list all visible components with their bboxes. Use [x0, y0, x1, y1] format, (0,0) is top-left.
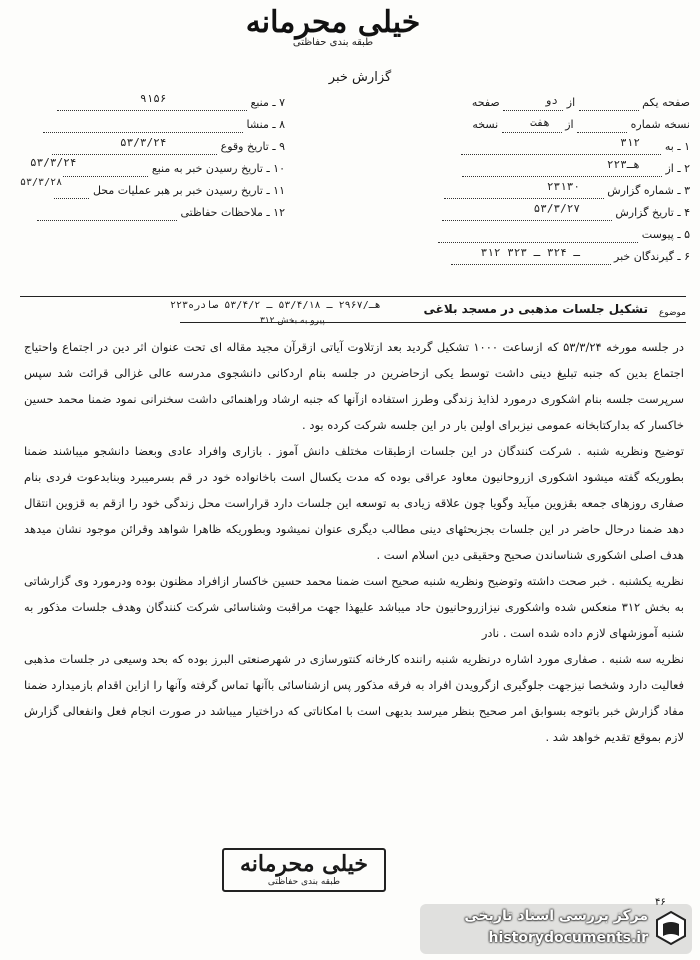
subject-underline [180, 322, 686, 323]
subject-reference: ۲۲۳هـ/۲۹۶۷ ـ ۵۳/۴/۱۸ ـ ۵۳/۴/۲ صادره [170, 300, 381, 311]
form-row: ۱ ـ به ۳۱۲ [410, 136, 690, 158]
form-row: ۱۰ ـ تاریخ رسیدن خبر به منبع ۵۳/۳/۲۴ [20, 158, 285, 180]
form-value: ۲۲۳هـ [606, 158, 640, 171]
paragraph-sunday-opinion: نظریه یکشنبه . خبر صحت داشته وتوضیح ونظریه شنبه صحیح است ضمنا محمد حسین خاکسار ازافراد مظنون بوده ودرمورد وی گزارشاتی به بخش ۳۱۲ منعکس شده واشکوری نیزازروحانیون حاد میباشد علیهذا جهت مراقبت وشناسائی شرکت کنندگان وهدف جلسات مذکور به شنبه آموزشهای لازم داده شده است . نادر [24, 574, 684, 640]
form-row: ۳ ـ شماره گزارش ۲۳۱۳۰ [410, 180, 690, 202]
form-value: ۵۳/۳/۲۴ [120, 136, 167, 149]
form-row: ۲ ـ از ۲۲۳هـ [410, 158, 690, 180]
header-form-left [20, 92, 285, 224]
form-row: ۶ ـ گیرندگان خبر ۳۱۲ ـ ۳۲۴ ـ ۳۲۳ [410, 246, 690, 268]
form-row: نسخه شماره از نسخه هفت [410, 114, 690, 136]
form-value: ۳۱۲ [620, 136, 640, 149]
stamp-bottom-main: خیلی محرمانه [239, 851, 369, 877]
subject-note: پیرو به بخش ۳۱۲ [260, 316, 325, 326]
paragraph-saturday-opinion: توضیح ونظریه شنبه . شرکت کنندگان در این جلسات ازطبقات مختلف دانش آموز . بازاری وافراد عادی وبعضا دانشجو میباشند ضمنا بطوریکه گفته میشود اشکوری ازروحانیون معاود عراقی بوده که مدت یکسال است باخانواده خود در قم بسرمیبرد وبنابدعوت فردی بنام صفاری روزهای جمعه بقزوین میآید وگویا چون علاقه زیادی به توسعه این جلسات دارد قراراست محل زندگی خود را ازقم به قزوین انتقال دهد ضمنا درحال حاضر در این جلسات بجزبحثهای دینی مطالب دیگری عنوان نمیشود وبطوریکه ظاهرا شواهد وقرائن موجود نشان میدهد هدف اصلی اشکوری شناساندن صحیح وحقیقی دین اسلام است . [24, 444, 684, 562]
form-row: ۴ ـ تاریخ گزارش ۵۳/۳/۲۷ [410, 202, 690, 224]
classification-stamp-top [228, 4, 438, 54]
form-value: ۵۳/۳/۲۷ [533, 202, 580, 215]
paragraph-tuesday-opinion: نظریه سه شنبه . صفاری مورد اشاره درنظریه شنبه راننده کارخانه کنتورسازی در شهرصنعتی البرز بوده که بحد وسیعی در جلسات مذهبی فعالیت دارد وشخصا نیزجهت جلوگیری ازگرویدن افراد به فرقه مذکور پس ازشناسائی باآنها تماس گرفته وآنها را ازاین اقدام بازمیدارد ضمنا مفاد گزارش خبر باتوجه بسوابق امر صحیح بنظر میرسد بدیهی است با امکاناتی که دراختیار میباشد در صورت انجام فعل وانفعالی گزارش لازم بموقع تقدیم خواهد شد . [24, 652, 684, 744]
report-body [24, 334, 684, 750]
form-value: دو [544, 94, 558, 107]
form-value: ۵۳/۳/۲۴ [30, 156, 77, 169]
watermark [420, 904, 692, 954]
form-row: ۵ ـ پیوست [410, 224, 690, 246]
stamp-bottom-sub: طبقه بندی حفاظتی [267, 877, 341, 887]
stamp-top-sub: طبقه بندی حفاظتی [292, 37, 374, 48]
header-divider [20, 296, 686, 297]
subject-label: موضوع [658, 308, 686, 318]
subject-row [20, 298, 686, 334]
subject-text: تشکیل جلسات مذهبی در مسجد بلاغی [423, 302, 648, 316]
classification-stamp-bottom [222, 848, 386, 892]
page-number: ۴۶ [655, 897, 666, 908]
form-row: ۱۱ ـ تاریخ رسیدن خبر بر هبر عملیات محل ۵۳/۳/۲۸ [20, 180, 285, 202]
watermark-title: مرکز بررسی اسناد تاریخی [464, 908, 648, 924]
form-value: ۳۱۲ ـ ۳۲۴ ـ ۳۲۳ [480, 246, 580, 259]
form-row: ۸ ـ منشا [20, 114, 285, 136]
form-row: ۷ ـ منبع ۹۱۵۶ [20, 92, 285, 114]
report-title: گزارش خبر [328, 70, 392, 85]
book-emblem-icon [654, 910, 688, 946]
header-form-right [410, 92, 690, 268]
watermark-url: historydocuments.ir [488, 930, 648, 946]
form-value: هفت [530, 116, 550, 129]
form-row: ۹ ـ تاریخ وقوع ۵۳/۳/۲۴ [20, 136, 285, 158]
form-row: صفحه یکم از صفحه دو [410, 92, 690, 114]
form-value: ۹۱۵۶ [140, 92, 167, 105]
form-row: ۱۲ ـ ملاحظات حفاظتی [20, 202, 285, 224]
form-value: ۲۳۱۳۰ [546, 180, 580, 193]
stamp-top-main: خیلی محرمانه [245, 5, 421, 40]
paragraph-report: در جلسه مورخه ۵۳/۳/۲۴ که ازساعت ۱۰۰۰ تشکیل گردید بعد ازتلاوت آیاتی ازقرآن مجید مقاله ای تحت عنوان اثر دین در اجتماع واحتیاج اجتماع بدین که جنبه تبلیغ دینی داشت توسط یکی ازحاضرین در جلسه بنام اردکانی دانشجوی مدرسه عالی غزالی قرائت شد سپس سرپرست جلسه بنام اشکوری درمورد لذایذ زندگی وطرز استفاده ازآنها که جنبه ارشاد وراهنمائی داشت سخنرانی نمود ضمنا محمد حسین خاکسار که بدارکتابخانه عمومی نیزبرای اولین بار در این جلسه شرکت کرده بود . [24, 340, 684, 432]
form-value: ۵۳/۳/۲۸ [20, 177, 63, 188]
